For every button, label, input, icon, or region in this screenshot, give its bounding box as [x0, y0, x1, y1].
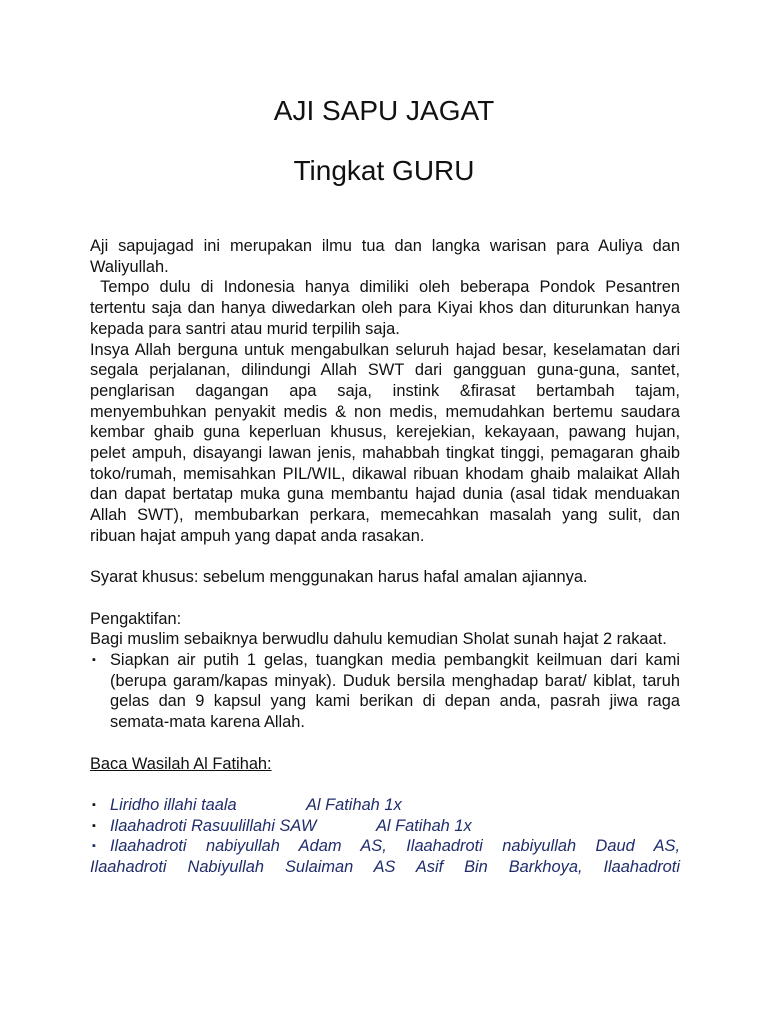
bullet-icon: ▪ — [92, 798, 96, 811]
wasilah-fatihah: Al Fatihah 1x — [306, 795, 402, 814]
wasilah-text-continued: Ilaahadroti Nabiyullah Sulaiman AS Asif Bin Barkhoya, Ilaahadroti — [90, 858, 680, 877]
document-body — [90, 236, 685, 878]
list-item — [90, 816, 680, 837]
paragraph-activation-prayer: Bagi muslim sebaiknya berwudlu dahulu kemudian Sholat sunah hajat 2 rakaat. — [90, 630, 667, 649]
paragraph-benefits: Insya Allah berguna untuk mengabulkan seluruh hajad besar, keselamatan dari segala perjalanan, dilindungi Allah SWT dari gangguan guna-guna, santet, penglarisan dagangan apa saja, instink &firasat bertambah tajam, menyembuhkan penyakit medis & non medis, memudahkan bertemu saudara kembar ghaib guna keperluan khusus, kerejekian, kekayaan, pawang hujan, pelet ampuh, disayangi lawan jenis, mahabbah tingkat tinggi, pemagaran ghaib toko/rumah, memisahkan PIL/WIL, dikawal ribuan khodam ghaib malaikat Allah dan dapat bertatap muka guna membantu hajad dunia (asal tidak menduakan Allah SWT), membubarkan perkara, memecahkan masalah yang sulit, dan ribuan hajat ampuh yang dapat anda rasakan. — [90, 340, 680, 545]
bullet-icon: ▪ — [92, 840, 96, 853]
wasilah-fatihah: Al Fatihah 1x — [376, 816, 472, 835]
list-item — [90, 836, 680, 857]
document-title: AJI SAPU JAGAT — [273, 95, 495, 126]
paragraph-activation-heading: Pengaktifan: — [90, 609, 182, 628]
paragraph-history: Tempo dulu di Indonesia hanya dimiliki oleh beberapa Pondok Pesantren tertentu saja dan hanya diwedarkan oleh para Kiyai khos dan diturunkan hanya kepada para santri atau murid terpilih saja. — [90, 278, 685, 338]
list-item — [90, 650, 680, 733]
document-subtitle: Tingkat GURU — [293, 155, 475, 186]
bullet-icon: ▪ — [92, 654, 96, 667]
paragraph-intro: Aji sapujagad ini merupakan ilmu tua dan langka warisan para Auliya dan Waliyullah. — [90, 237, 680, 276]
bullet-icon: ▪ — [92, 819, 96, 832]
list-item — [90, 795, 680, 816]
wasilah-list — [90, 795, 680, 878]
wasilah-text: Ilaahadroti nabiyullah Adam AS, Ilaahadroti nabiyullah Daud AS, — [110, 837, 680, 856]
paragraph-requirement: Syarat khusus: sebelum menggunakan harus hafal amalan ajiannya. — [90, 568, 588, 587]
wasilah-text: Liridho illahi taala — [110, 795, 237, 814]
paragraph-activation-steps: Siapkan air putih 1 gelas, tuangkan media pembangkit keilmuan dari kami (berupa garam/kapas minyak). Duduk bersila menghadap barat/ kiblat, taruh gelas dan 9 kapsul yang kami berikan di depan anda, pasrah jiwa raga semata-mata karena Allah. — [110, 651, 680, 732]
wasilah-text: Ilaahadroti Rasuulillahi SAW — [110, 816, 317, 835]
section-heading-wasilah: Baca Wasilah Al Fatihah: — [90, 754, 272, 773]
